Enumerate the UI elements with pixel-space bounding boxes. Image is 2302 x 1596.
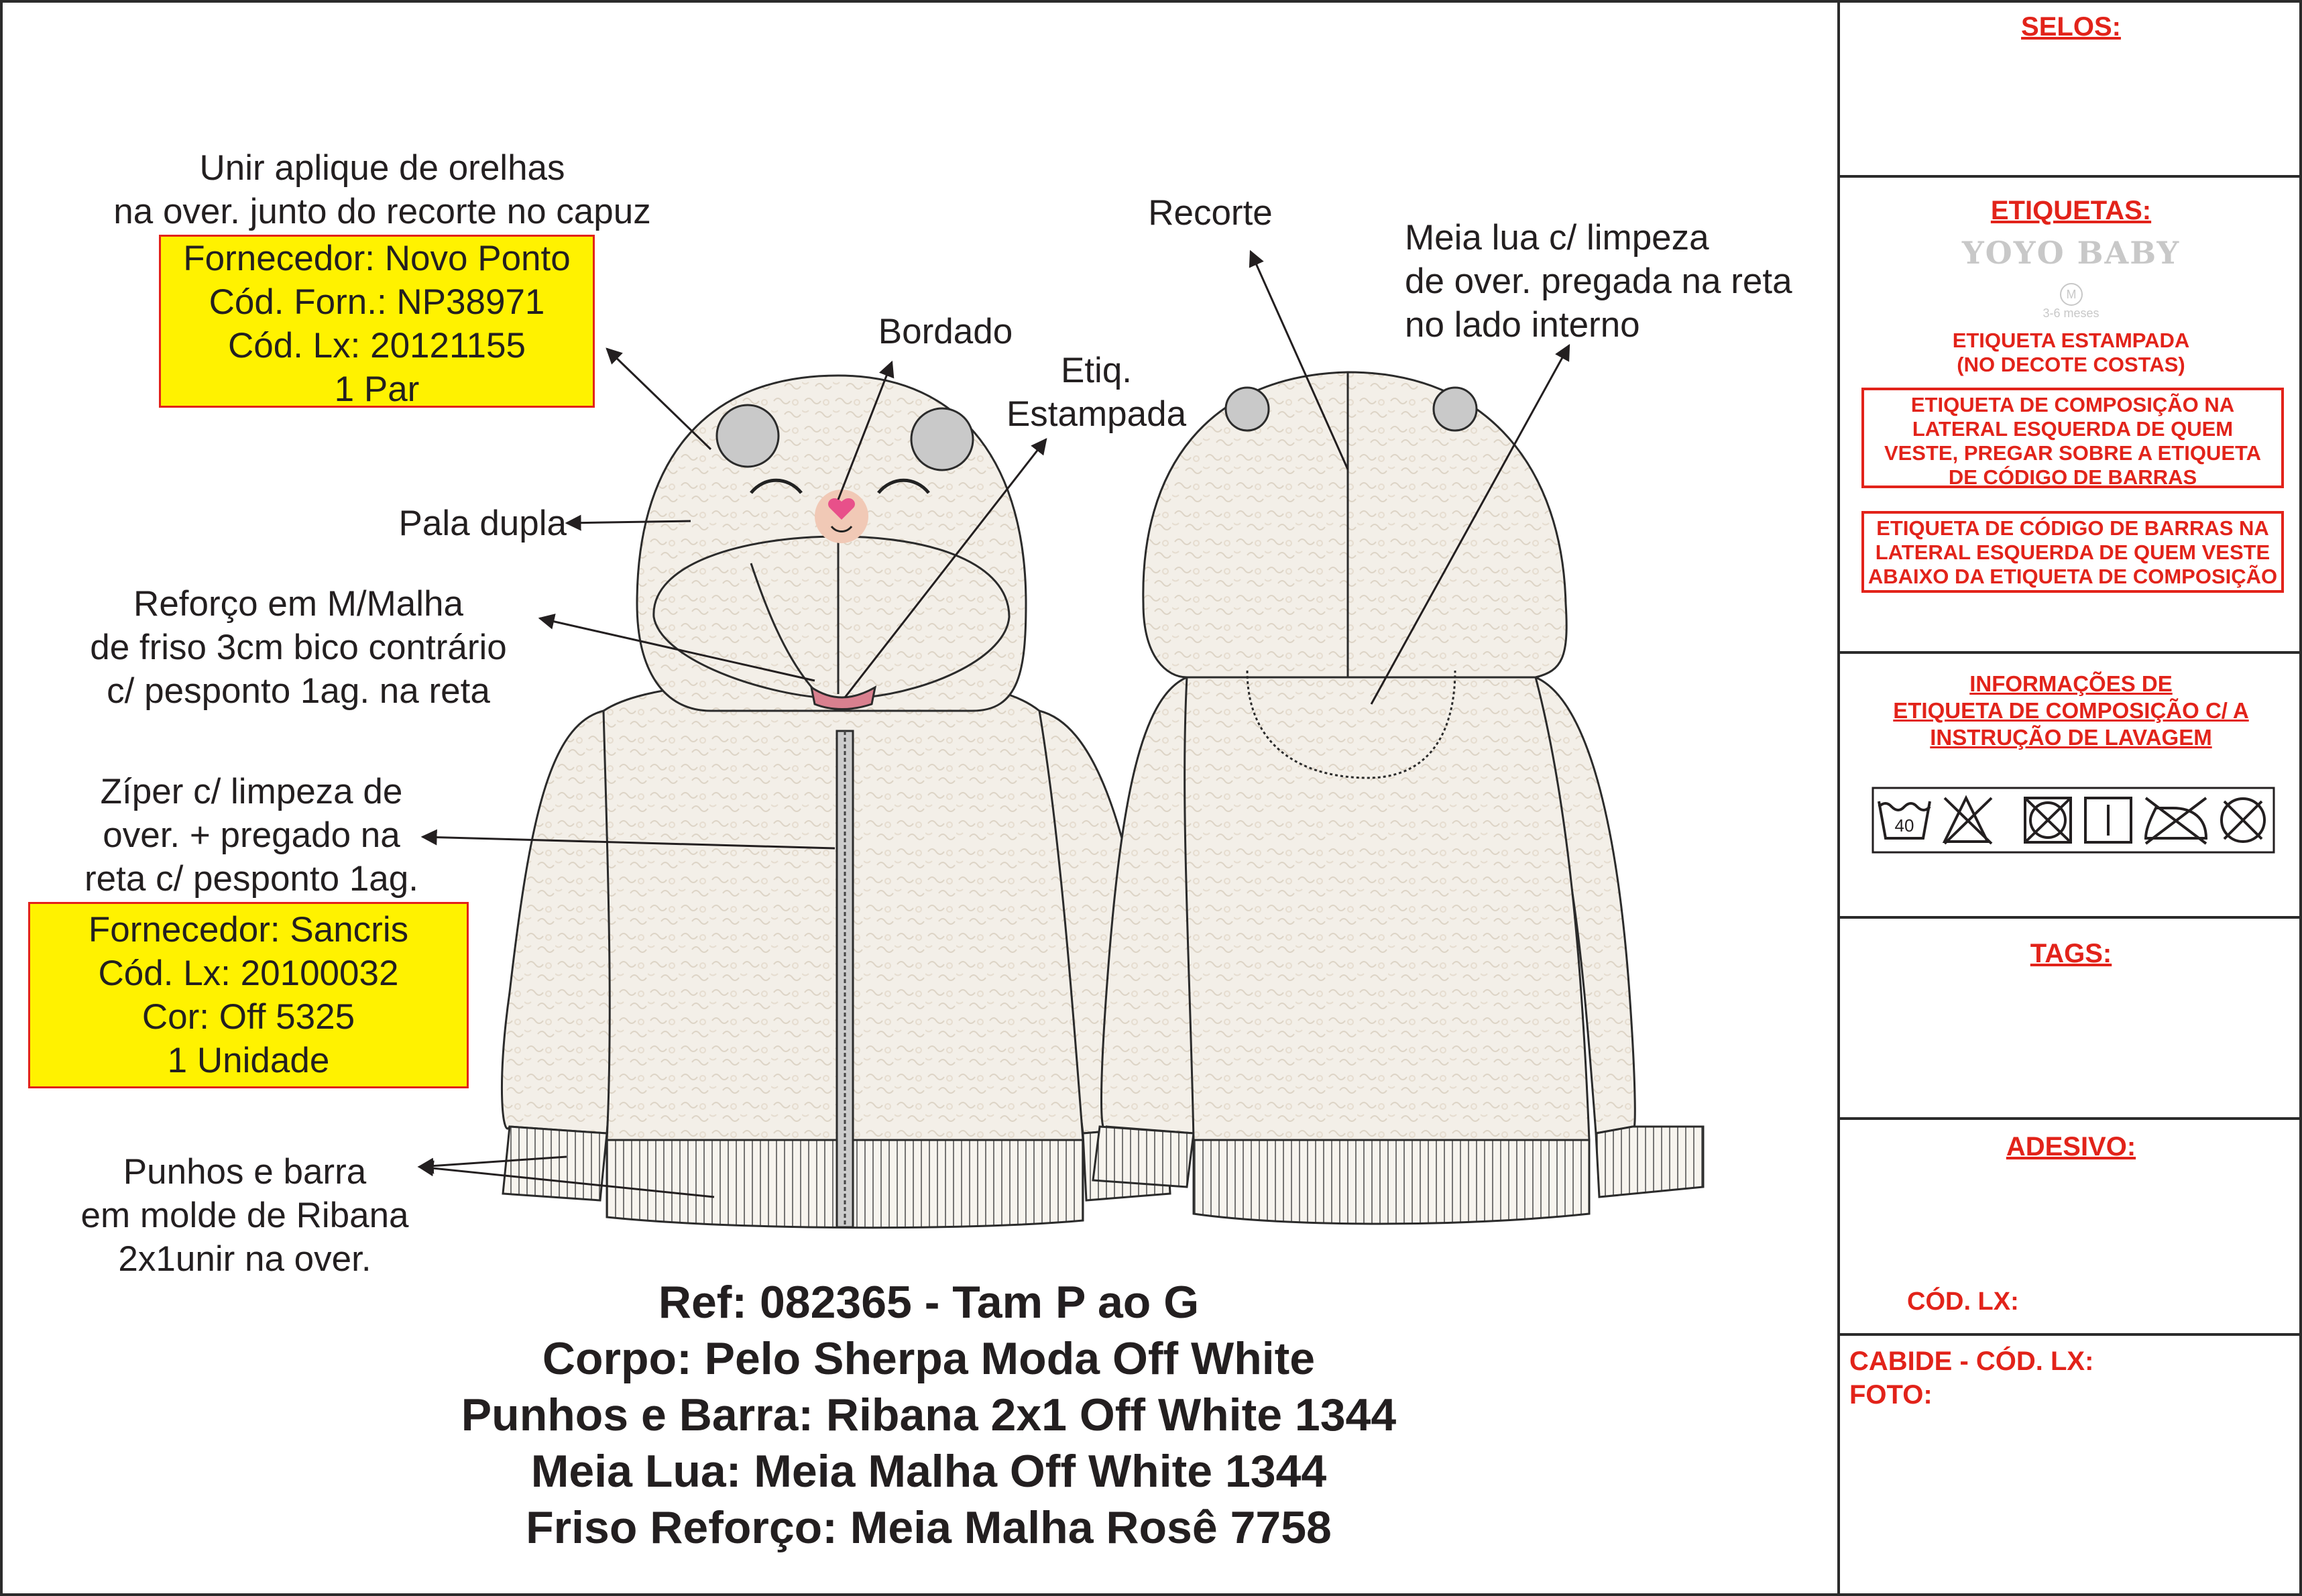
barras-box: [1861, 511, 2284, 593]
ziper-note-line: over. + pregado na: [103, 815, 400, 855]
etiq-note-line: Estampada: [1006, 394, 1187, 434]
tags-section: [1840, 919, 2302, 1120]
foto-label: FOTO:: [1849, 1380, 1933, 1410]
supplier-line: Cód. Lx: 20100032: [98, 954, 399, 993]
composicao-line: ETIQUETA DE COMPOSIÇÃO NA: [1910, 393, 2235, 416]
reforco-note-line: Reforço em M/Malha: [133, 584, 463, 624]
selos-title: SELOS:: [2021, 12, 2121, 42]
back-right-cuff: [1596, 1127, 1703, 1197]
punhos-note-line: Punhos e barra: [123, 1152, 367, 1192]
composicao-line: DE CÓDIGO DE BARRAS: [1948, 465, 2197, 489]
estampada-line: (NO DECOTE COSTAS): [1957, 353, 2185, 376]
informacoes-title-line: INFORMAÇÕES DE: [1969, 671, 2173, 696]
ziper-note-line: reta c/ pesponto 1ag.: [84, 859, 418, 899]
informacoes-section: [1840, 654, 2302, 919]
composicao-box: [1861, 388, 2284, 488]
bordado-note: Bordado: [878, 312, 1013, 351]
brand-size-badge: M: [2060, 283, 2083, 306]
estampada-line: ETIQUETA ESTAMPADA: [1952, 329, 2190, 352]
supplier-line: 1 Par: [334, 369, 420, 409]
brand-size: 3-6 meses: [2042, 306, 2099, 320]
composicao-line: VESTE, PREGAR SOBRE A ETIQUETA: [1884, 441, 2262, 465]
etiq-note: [992, 349, 1200, 436]
ziper-note: [54, 770, 449, 901]
etiq-note-line: Etiq.: [1060, 351, 1133, 390]
adesivo-section: [1840, 1120, 2302, 1336]
meia-lua-note-line: de over. pregada na reta: [1405, 262, 1792, 301]
informacoes-title-line: INSTRUÇÃO DE LAVAGEM: [1930, 725, 2212, 750]
back-ear-right: [1434, 388, 1477, 431]
reforco-note-line: de friso 3cm bico contrário: [90, 628, 507, 667]
meia-lua-note-line: no lado interno: [1405, 305, 1640, 345]
front-left-cuff: [503, 1127, 607, 1200]
back-hood: [1143, 372, 1566, 677]
ref-line: Corpo: Pelo Sherpa Moda Off White: [542, 1333, 1316, 1384]
supplier-line: Cód. Lx: 20121155: [228, 326, 526, 365]
cabide-block: [1849, 1345, 2093, 1412]
ref-line: Punhos e Barra: Ribana 2x1 Off White 1344: [461, 1389, 1397, 1440]
supplier-line: Cor: Off 5325: [141, 997, 355, 1037]
front-ear-left: [717, 405, 779, 467]
ref-line: Meia Lua: Meia Malha Off White 1344: [530, 1446, 1327, 1497]
ears-supplier-box: [159, 235, 595, 408]
supplier-line: Cód. Forn.: NP38971: [209, 282, 545, 322]
back-view: [1093, 372, 1703, 1224]
punhos-note-line: em molde de Ribana: [80, 1196, 409, 1235]
selos-section: [1840, 0, 2302, 178]
recorte-note: Recorte: [1148, 193, 1273, 233]
informacoes-title: [1840, 671, 2302, 751]
barras-line: ETIQUETA DE CÓDIGO DE BARRAS NA: [1876, 516, 2269, 540]
front-view: [502, 376, 1170, 1228]
ears-note-line: Unir aplique de orelhas: [199, 148, 565, 188]
informacoes-title-line: ETIQUETA DE COMPOSIÇÃO C/ A: [1893, 698, 2249, 723]
cabide-label: CABIDE - CÓD. LX:: [1849, 1347, 2094, 1376]
ears-note-line: na over. junto do recorte no capuz: [113, 192, 651, 231]
punhos-note-line: 2x1unir na over.: [118, 1239, 371, 1279]
brand-logo: YOYO BABY: [1961, 235, 2181, 271]
etiqueta-estampada: [1840, 329, 2302, 377]
reforco-note: [54, 582, 543, 713]
punhos-note: [54, 1150, 436, 1281]
adesivo-title: ADESIVO:: [2006, 1132, 2136, 1161]
barras-line: ABAIXO DA ETIQUETA DE COMPOSIÇÃO: [1867, 565, 2278, 588]
etiquetas-section: [1840, 178, 2302, 654]
cod-lx-label: CÓD. LX:: [1907, 1288, 2019, 1316]
ref-line: Friso Reforço: Meia Malha Rosê 7758: [526, 1502, 1332, 1553]
reference-block: [302, 1274, 1556, 1556]
front-ear-right: [911, 408, 973, 470]
back-body: [1185, 667, 1589, 1140]
supplier-line: 1 Unidade: [167, 1041, 330, 1080]
etiquetas-title: ETIQUETAS:: [1990, 196, 2152, 225]
reforco-note-line: c/ pesponto 1ag. na reta: [107, 671, 490, 711]
ears-note: [87, 146, 677, 233]
barras-line: LATERAL ESQUERDA DE QUEM VESTE: [1875, 540, 2270, 564]
back-left-cuff: [1093, 1127, 1194, 1187]
wash-temp: 40: [1894, 815, 1914, 836]
pala-note: Pala dupla: [398, 504, 567, 543]
composicao-line: LATERAL ESQUERDA DE QUEM: [1912, 417, 2234, 441]
sidebar: [1837, 0, 2302, 1596]
ref-line: Ref: 082365 - Tam P ao G: [658, 1277, 1200, 1328]
ziper-supplier-box: [28, 902, 469, 1088]
back-ear-left: [1226, 388, 1269, 431]
supplier-line: Fornecedor: Sancris: [88, 910, 409, 950]
meia-lua-note-line: Meia lua c/ limpeza: [1405, 218, 1709, 258]
tags-title: TAGS:: [2030, 939, 2112, 968]
meia-lua-note: [1405, 216, 1834, 347]
supplier-line: Fornecedor: Novo Ponto: [183, 239, 571, 278]
back-hem: [1194, 1140, 1589, 1224]
ziper-note-line: Zíper c/ limpeza de: [100, 772, 403, 811]
